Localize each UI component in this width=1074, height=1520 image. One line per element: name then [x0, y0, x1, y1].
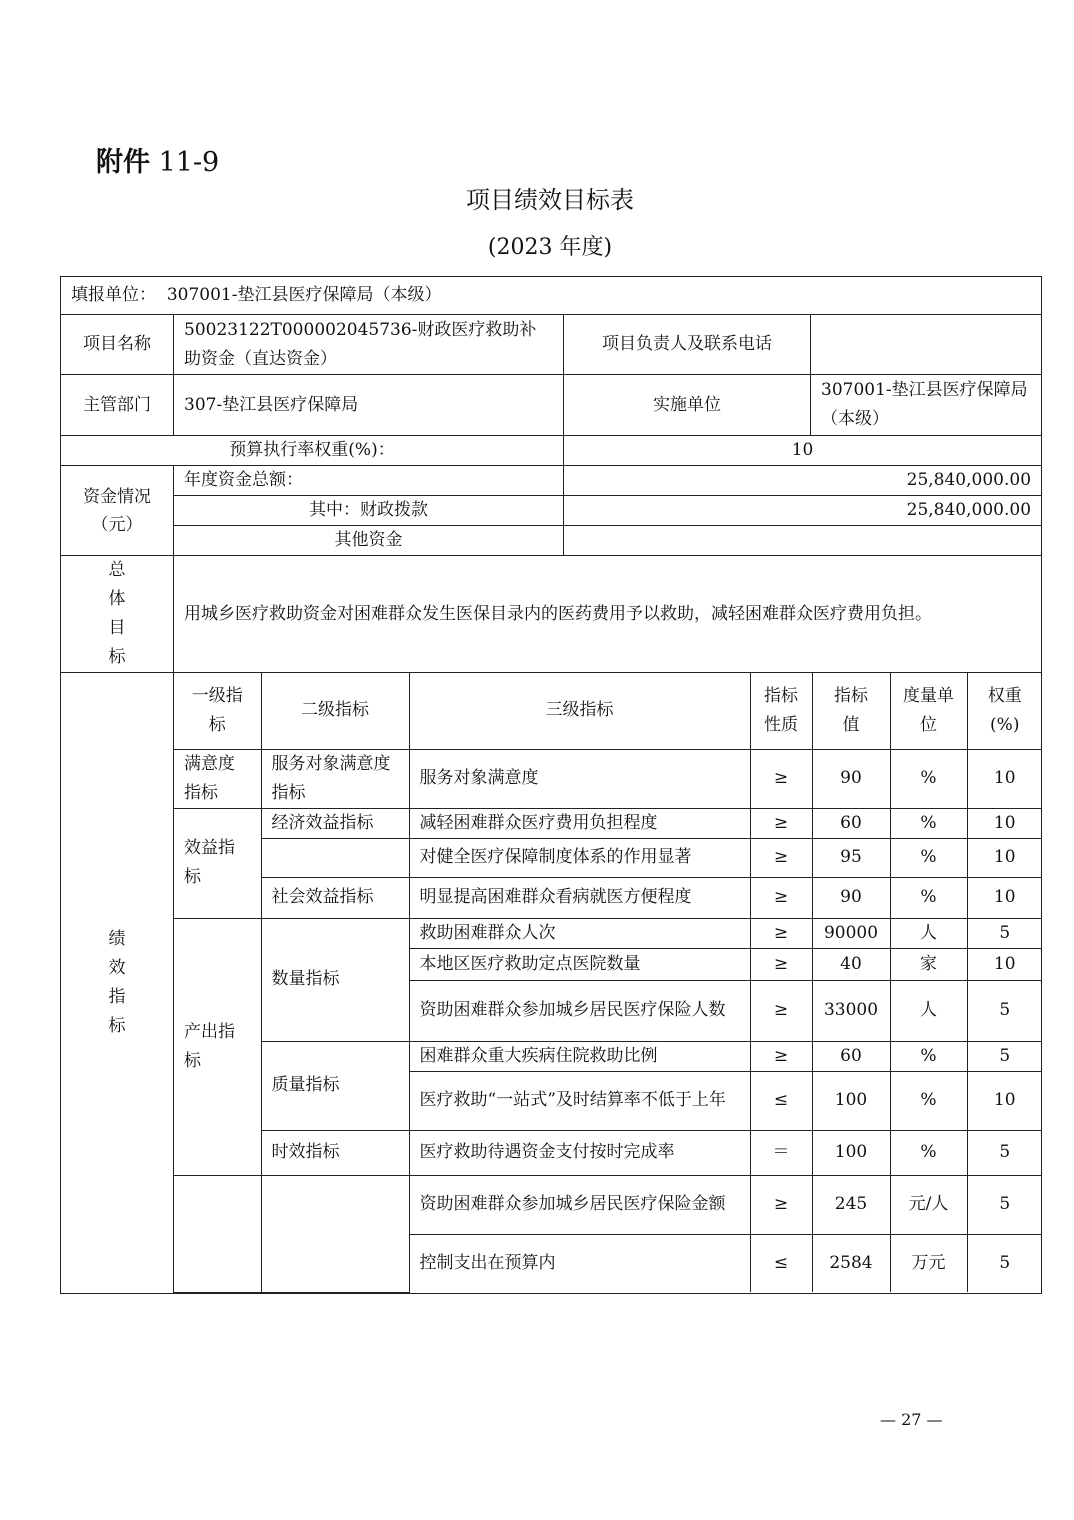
indicators-label-char: 效: [108, 957, 126, 978]
page-subtitle: (2023 年度): [487, 235, 613, 260]
row-nature: ≥: [750, 980, 812, 1041]
header-value: 指标值: [812, 673, 890, 749]
row-weight: 5: [967, 980, 1042, 1041]
row-value: 100: [812, 1130, 890, 1175]
row-value: 40: [812, 948, 890, 980]
row-unit: 万元: [890, 1234, 967, 1292]
fill-unit-label: 填报单位：: [71, 285, 156, 305]
attachment-label: [96, 140, 219, 179]
level1-benefit: 效益指标: [174, 808, 261, 918]
row-nature: ≥: [750, 1041, 812, 1071]
goal-label-char: 体: [108, 589, 126, 609]
level2-timeliness: 时效指标: [261, 1130, 409, 1175]
row-value: 33000: [812, 980, 890, 1041]
header-level1: 一级指标: [174, 673, 261, 749]
row-nature: ≥: [750, 838, 812, 877]
level2-social: 社会效益指标: [261, 877, 409, 918]
row-name: 医疗救助待遇资金支付按时完成率: [409, 1130, 750, 1175]
dept-value: 307-垫江县医疗保障局: [174, 375, 564, 436]
row-value: 90: [812, 877, 890, 918]
indicators-label: [61, 673, 174, 1294]
row-nature: ≥: [750, 877, 812, 918]
performance-table: [60, 276, 1042, 1294]
row-value: 2584: [812, 1234, 890, 1292]
row-unit: %: [890, 1041, 967, 1071]
contact-label: 项目负责人及联系电话: [564, 315, 811, 375]
level1-output: 产出指标: [174, 918, 261, 1175]
indicators-label-char: 指: [108, 986, 126, 1007]
row-unit: 人: [890, 980, 967, 1041]
level2-service: 服务对象满意度指标: [261, 749, 409, 808]
row-nature: ≥: [750, 918, 812, 948]
row-name: 资助困难群众参加城乡居民医疗保险金额: [409, 1175, 750, 1234]
table-row: [174, 838, 1042, 877]
row-nature: ≤: [750, 1071, 812, 1130]
row-name: 救助困难群众人次: [409, 918, 750, 948]
row-unit: %: [890, 1071, 967, 1130]
row-name: 明显提高困难群众看病就医方便程度: [409, 877, 750, 918]
row-value: 60: [812, 1041, 890, 1071]
row-weight: 5: [967, 1234, 1042, 1292]
header-level2: 二级指标: [261, 673, 409, 749]
row-name: 医疗救助“一站式”及时结算率不低于上年: [409, 1071, 750, 1130]
row-weight: 5: [967, 918, 1042, 948]
row-name: 困难群众重大疾病住院救助比例: [409, 1041, 750, 1071]
fill-unit-value: 307001-垫江县医疗保障局（本级）: [166, 285, 442, 305]
table-row: [174, 1041, 1042, 1071]
row-nature: ≥: [750, 749, 812, 808]
row-name: 本地区医疗救助定点医院数量: [409, 948, 750, 980]
row-weight: 10: [967, 1071, 1042, 1130]
level2-economic: 经济效益指标: [261, 808, 409, 838]
row-unit: %: [890, 749, 967, 808]
row-weight: 5: [967, 1130, 1042, 1175]
row-nature: ≥: [750, 808, 812, 838]
row-value: 60: [812, 808, 890, 838]
table-row: [174, 1130, 1042, 1175]
funds-fiscal-label: 其中：财政拨款: [174, 496, 564, 526]
level2-quantity: 数量指标: [261, 918, 409, 1041]
row-value: 90: [812, 749, 890, 808]
row-nature: ≥: [750, 948, 812, 980]
row-nature: ＝: [750, 1130, 812, 1175]
header-nature: 指标性质: [750, 673, 812, 749]
row-unit: 人: [890, 918, 967, 948]
level2-empty: [261, 838, 409, 877]
row-value: 245: [812, 1175, 890, 1234]
row-unit: %: [890, 1130, 967, 1175]
budget-weight-value: 10: [564, 436, 1042, 466]
indicators-label-char: 绩: [108, 928, 126, 949]
row-weight: 10: [967, 877, 1042, 918]
row-value: 95: [812, 838, 890, 877]
row-unit: %: [890, 838, 967, 877]
funds-label: 资金情况（元）: [61, 466, 174, 556]
goal-label-char: 目: [108, 618, 126, 638]
row-nature: ≤: [750, 1234, 812, 1292]
table-row: [174, 749, 1042, 808]
project-name-label: 项目名称: [61, 315, 174, 375]
page-number: — 27 —: [880, 1410, 943, 1429]
attachment-number: 11-9: [150, 147, 220, 178]
row-weight: 10: [967, 808, 1042, 838]
row-weight: 5: [967, 1175, 1042, 1234]
funds-fiscal-value: 25,840,000.00: [564, 496, 1042, 526]
page-title: 项目绩效目标表: [466, 186, 634, 214]
row-name: 对健全医疗保障制度体系的作用显著: [409, 838, 750, 877]
row-unit: %: [890, 808, 967, 838]
row-weight: 10: [967, 749, 1042, 808]
row-unit: 元/人: [890, 1175, 967, 1234]
funds-total-label: 年度资金总额：: [174, 466, 564, 496]
level2-empty: [261, 1175, 409, 1292]
attachment-prefix: 附件: [96, 147, 150, 178]
row-unit: 家: [890, 948, 967, 980]
table-row: [174, 1175, 1042, 1234]
row-unit: %: [890, 877, 967, 918]
indicators-cell: [174, 673, 1042, 1294]
funds-other-label: 其他资金: [174, 526, 564, 556]
row-name: 控制支出在预算内: [409, 1234, 750, 1292]
fill-unit-row: [61, 277, 1042, 315]
level1-empty: [174, 1175, 261, 1292]
contact-value: [811, 315, 1042, 375]
row-nature: ≥: [750, 1175, 812, 1234]
level2-quality: 质量指标: [261, 1041, 409, 1130]
goal-label-char: 总: [108, 560, 126, 580]
row-name: 服务对象满意度: [409, 749, 750, 808]
goal-label-char: 标: [108, 647, 126, 667]
header-unit: 度量单位: [890, 673, 967, 749]
indicators-label-char: 标: [108, 1015, 126, 1036]
level1-satisfaction: 满意度指标: [174, 749, 261, 808]
funds-other-value: [564, 526, 1042, 556]
header-weight: 权重(%): [967, 673, 1042, 749]
indicators-table: [174, 673, 1042, 1293]
goal-text: 用城乡医疗救助资金对困难群众发生医保目录内的医药费用予以救助，减轻困难群众医疗费用负担。: [174, 556, 1042, 673]
table-row: [174, 808, 1042, 838]
goal-label: [61, 556, 174, 673]
dept-label: 主管部门: [61, 375, 174, 436]
budget-weight-label: 预算执行率权重(%)：: [61, 436, 564, 466]
indicators-header-row: [174, 673, 1042, 749]
table-row: [174, 918, 1042, 948]
row-weight: 10: [967, 838, 1042, 877]
project-name-value: 50023122T000002045736-财政医疗救助补助资金（直达资金）: [174, 315, 564, 375]
table-row: [174, 877, 1042, 918]
impl-unit-value: 307001-垫江县医疗保障局（本级）: [811, 375, 1042, 436]
row-name: 资助困难群众参加城乡居民医疗保险人数: [409, 980, 750, 1041]
row-value: 100: [812, 1071, 890, 1130]
row-weight: 5: [967, 1041, 1042, 1071]
header-level3: 三级指标: [409, 673, 750, 749]
row-weight: 10: [967, 948, 1042, 980]
impl-unit-label: 实施单位: [564, 375, 811, 436]
funds-total-value: 25,840,000.00: [564, 466, 1042, 496]
row-name: 减轻困难群众医疗费用负担程度: [409, 808, 750, 838]
row-value: 90000: [812, 918, 890, 948]
